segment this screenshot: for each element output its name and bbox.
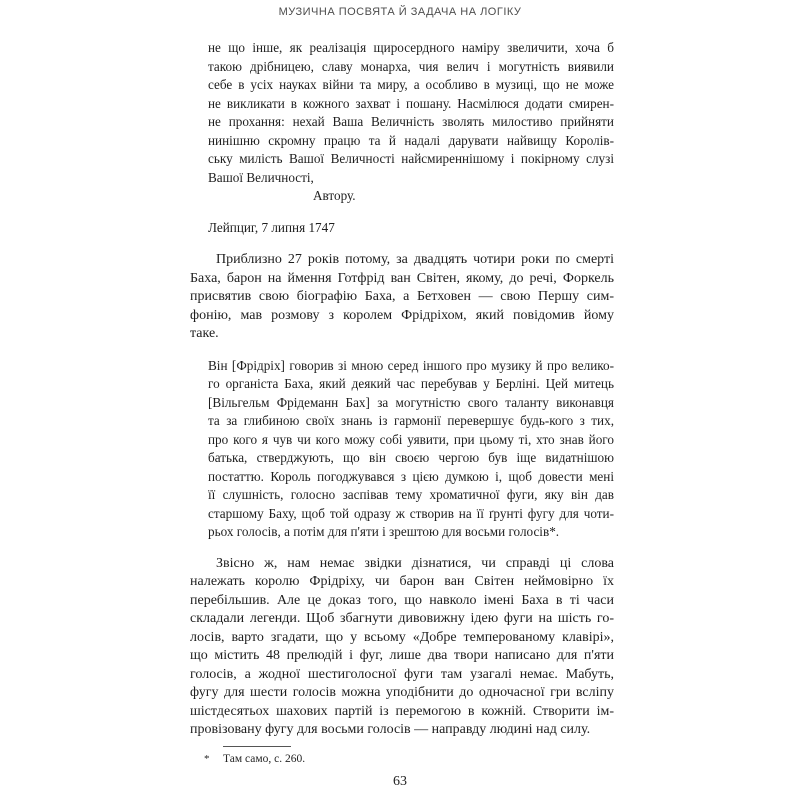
- text-line: батька, стверджують, що він своєю чергою був іще видатнішою: [208, 450, 614, 465]
- footnote: [190, 746, 614, 766]
- text-line: нинішню скромну працю та й надалі дарувати найвищу Королів-: [208, 132, 614, 148]
- footnote-text: Там само, с. 260.: [223, 753, 306, 765]
- body-paragraph-1: [190, 251, 614, 344]
- text-line: Приблизно 27 років потому, за двадцять чотири роки по смерті: [216, 252, 614, 267]
- text-line: що містить 48 прелюдій і фуг, лише два твори написано для п'яти: [190, 648, 614, 663]
- running-head: МУЗИЧНА ПОСВЯТА Й ЗАДАЧА НА ЛОГІКУ: [278, 6, 522, 18]
- text-line: рьох голосів, а потім для п'яти і зрештою для восьми голосів*.: [208, 524, 560, 539]
- footnote-marker: *: [204, 753, 210, 765]
- text-line: таке.: [190, 326, 219, 341]
- text-line: го органіста Баха, який деякий час перебував у Берліні. Цей митець: [208, 376, 614, 391]
- text-line: фонію, мав розмову з королем Фрідріхом, який повідомив йому: [190, 307, 614, 323]
- text-line: постаттю. Король погоджувався з цією думкою і, щоб довести мені: [208, 468, 614, 484]
- letter-signature: Автору.: [313, 188, 356, 203]
- text-line: не викликати в кожного захват і пошану. Насмілюся додати смирен-: [208, 95, 614, 111]
- text-line: належать королю Фрідріху, чи барон ван Світен неймовірно їх: [190, 574, 614, 589]
- dedication-letter-quote: [208, 39, 614, 187]
- text-line: про кого я чув чи кого можу собі уявити, при цьому ті, хто знав його: [208, 431, 614, 447]
- text-line: ську милість Вашої Величності найсмиреннішому і покірному слузі: [208, 151, 614, 166]
- text-line: не прохання: нехай Ваша Величність зволять милостиво прийняти: [208, 114, 614, 129]
- text-line: та за глибиною своїх знань із гармонії перевершує будь-кого з тих,: [208, 413, 614, 428]
- text-line: Баха, барон на ймення Готфрід ван Світен, якому, до речі, Форкель: [190, 270, 614, 286]
- text-line: присвятив свою біографію Баха, а Бетховен — свою Першу сим-: [190, 289, 614, 304]
- page-number: 63: [393, 774, 407, 789]
- letter-date-line: Лейпциг, 7 липня 1747: [208, 219, 335, 235]
- text-line: голосів, а жодної шестиголосної фуги там узагалі немає. Мабуть,: [190, 666, 614, 682]
- footnote-line: [190, 752, 614, 766]
- text-line: такою дрібницею, славу монарха, чия велич і могутність виявили: [208, 58, 614, 74]
- text-line: себе в усіх науках війни та миру, а особливо в музиці, що не може: [208, 77, 614, 92]
- text-line: перебільшив. Але це доказ того, що навколо імені Баха в ті часи: [190, 592, 614, 608]
- footnote-separator: [223, 746, 291, 747]
- text-line: Вашої Величності,: [208, 169, 314, 185]
- page-content: [190, 39, 614, 740]
- book-page: [0, 6, 800, 806]
- text-line: Він [Фрідріх] говорив зі мною серед іншого про музику й про велико-: [208, 357, 614, 373]
- text-line: старшому Баху, щоб той одразу ж створив на її ґрунті фугу для чоти-: [208, 505, 614, 521]
- text-line: фугу для шести голосів можна уподібнити до одночасної гри всліпу: [190, 685, 614, 700]
- text-line: складали легенди. Щоб збагнути дивовижну ідею фуги на шість го-: [190, 611, 614, 626]
- text-line: не що інше, як реалізація щиросердного наміру звеличити, хоча б: [208, 40, 614, 55]
- text-line: її слушність, голосно заспівав тему хроматичної фуги, яку він дав: [208, 487, 614, 502]
- text-line: лосів, варто згадати, що у всьому «Добре темперованому клавірі»,: [190, 629, 614, 645]
- frederick-anecdote-quote: [208, 357, 614, 542]
- text-line: [Вільгельм Фрідеманн Бах] за могутністю свого таланту виконавця: [208, 394, 614, 410]
- text-line: шістдесятьох шахових партій із перемогою в кожній. Створити ім-: [190, 703, 614, 719]
- text-line: провізовану фугу для восьми голосів — направду людині над силу.: [190, 722, 591, 737]
- body-paragraph-2: [190, 555, 614, 740]
- text-line: Звісно ж, нам немає звідки дізнатися, чи справді ці слова: [216, 555, 614, 571]
